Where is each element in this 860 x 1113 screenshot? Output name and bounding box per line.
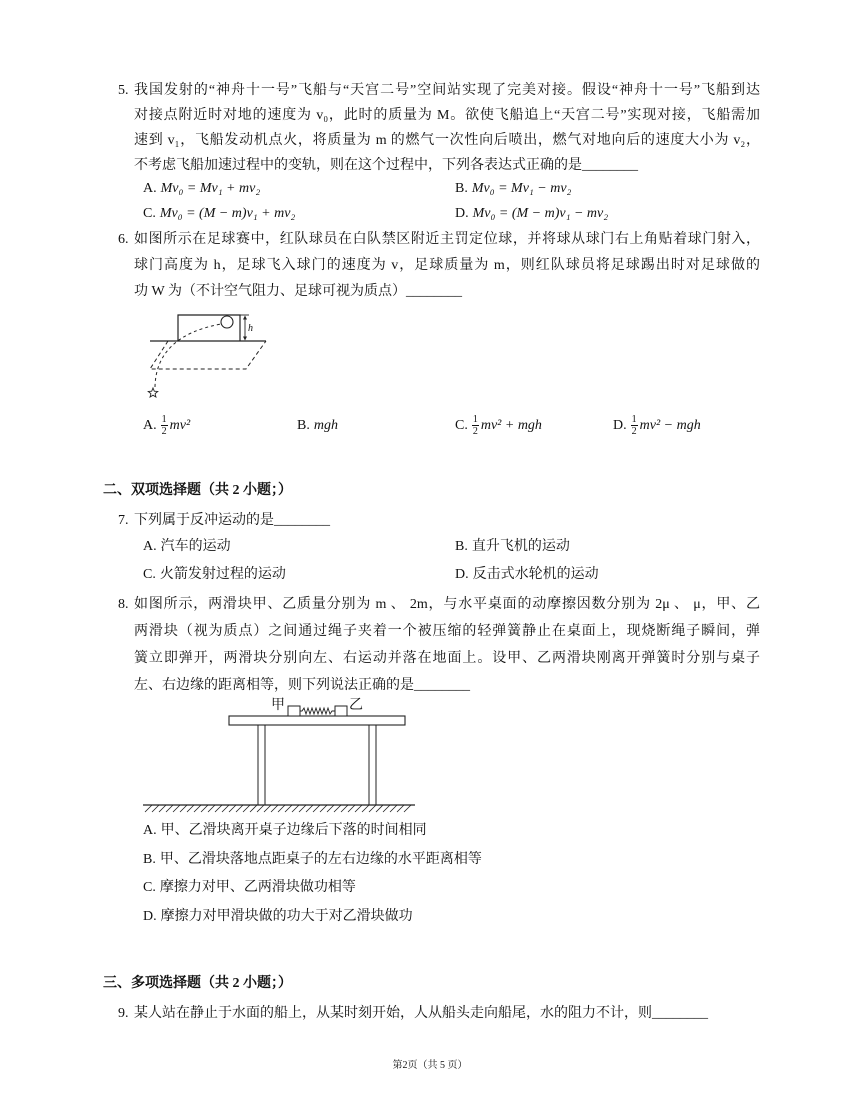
section-heading: 二、双项选择题（共 2 小题；） <box>103 483 292 498</box>
question-text <box>134 1001 760 1026</box>
question-line: 我国发射的“神舟十一号”飞船与“天宫二号”空间站实现了完美对接。假设“神舟十一号”飞船到达 <box>134 83 760 98</box>
question-5 <box>118 78 760 178</box>
block-left-label: 甲 <box>271 696 285 712</box>
option-label: B. <box>455 539 468 554</box>
fraction-numerator: 1 <box>631 414 637 426</box>
question-number: 6. <box>118 232 129 247</box>
option-label: A. <box>143 418 157 433</box>
ground-hatching <box>145 805 411 812</box>
option-label: C. <box>143 206 156 221</box>
section-heading: 三、多项选择题（共 2 小题；） <box>103 976 292 991</box>
option-label: B. <box>297 418 310 433</box>
fraction <box>161 414 168 437</box>
block-right <box>335 706 347 716</box>
question-line: 对接点附近时对地的速度为 v₀，此时的质量为 M。欲使飞船追上“天宫二号”实现对接，飞船需加 <box>134 108 760 123</box>
question-7 <box>118 508 760 533</box>
option-text: 反击式水轮机的运动 <box>472 567 599 582</box>
option-text: 摩擦力对甲、乙两滑块做功相等 <box>159 880 356 895</box>
question-text <box>134 591 760 699</box>
block-left <box>288 706 300 716</box>
table-springs-figure <box>140 690 420 816</box>
option-b <box>297 412 338 440</box>
option-expression: mgh <box>313 418 338 433</box>
option-label: B. <box>455 181 468 196</box>
question-line: 功 W 为（不计空气阻力、足球可视为质点）________ <box>134 284 462 299</box>
option-expression: Mv₀ = (M − m)v₁ + mv₂ <box>159 206 296 221</box>
table-leg-left <box>258 725 265 805</box>
option-label: D. <box>455 206 469 221</box>
option-a <box>143 412 190 440</box>
option-a <box>143 176 260 202</box>
option-text: 火箭发射过程的运动 <box>159 567 286 582</box>
soccer-goal-figure <box>140 300 280 405</box>
option-c <box>143 562 286 588</box>
height-label: h <box>248 323 253 334</box>
option-text: 直升飞机的运动 <box>471 539 570 554</box>
question-9 <box>118 1001 760 1026</box>
question-line: 如图所示在足球赛中，红队球员在白队禁区附近主罚定位球，并将球从球门右上角贴着球门射入， <box>134 232 760 247</box>
penalty-area-outline <box>150 341 266 369</box>
question-number: 7. <box>118 513 129 528</box>
question-text <box>134 508 760 533</box>
fraction-numerator: 1 <box>161 414 167 426</box>
table-top <box>229 716 405 725</box>
fraction-denominator: 2 <box>631 426 637 438</box>
question-text <box>134 78 760 178</box>
question-line: 如图所示，两滑块甲、乙质量分别为 m 、 2m，与水平桌面的动摩擦因数分别为 2μ 、 μ，甲、乙 <box>134 597 760 612</box>
question-number: 9. <box>118 1006 129 1021</box>
option-c <box>455 412 542 440</box>
question-line: 不考虑飞船加速过程中的变轨，则在这个过程中，下列各表达式正确的是________ <box>134 158 638 173</box>
question-line: 速到 v₁，飞船发动机点火，将质量为 m 的燃气一次性向后喷出，燃气对地向后的速度大小为 v₂， <box>134 133 760 148</box>
option-b <box>143 847 482 873</box>
fraction <box>472 414 479 437</box>
option-d <box>455 562 599 588</box>
question-line: 两滑块（视为质点）之间通过绳子夹着一个被压缩的轻弹簧静止在桌面上，现烧断绳子瞬间，弹 <box>134 624 760 639</box>
option-label: A. <box>143 539 157 554</box>
question-line: 球门高度为 h，足球飞入球门的速度为 v，足球质量为 m，则红队球员将足球踢出时对足球做的 <box>134 258 760 273</box>
option-d <box>455 201 608 227</box>
question-line: 左、右边缘的距离相等，则下列说法正确的是________ <box>134 678 470 693</box>
option-d <box>613 412 701 440</box>
option-text: 汽车的运动 <box>160 539 231 554</box>
option-a <box>143 818 427 844</box>
fraction-numerator: 1 <box>472 414 478 426</box>
option-a <box>143 534 231 560</box>
page-footer: 第2页（共 5 页） <box>392 1060 468 1071</box>
fraction <box>631 414 638 437</box>
question-line: 下列属于反冲运动的是________ <box>134 513 330 528</box>
option-label: C. <box>455 418 468 433</box>
option-c <box>143 875 356 901</box>
option-label: D. <box>613 418 627 433</box>
question-text <box>134 227 760 305</box>
option-expression: mv² <box>169 418 191 433</box>
option-expression: Mv₀ = Mv₁ − mv₂ <box>471 181 572 196</box>
option-label: D. <box>143 909 157 924</box>
option-expression: mv² + mgh <box>480 418 542 433</box>
option-expression: Mv₀ = Mv₁ + mv₂ <box>160 181 261 196</box>
ball-trajectory <box>155 324 221 387</box>
question-line: 某人站在静止于水面的船上，从某时刻开始，人从船头走向船尾，水的阻力不计，则________ <box>134 1006 708 1021</box>
option-label: A. <box>143 823 157 838</box>
option-label: C. <box>143 880 156 895</box>
height-arrow-down <box>243 337 247 341</box>
block-right-label: 乙 <box>349 696 363 712</box>
option-expression: Mv₀ = (M − m)v₁ − mv₂ <box>472 206 609 221</box>
table-leg-right <box>369 725 376 805</box>
question-line: 簧立即弹开，两滑块分别向左、右运动并落在地面上。设甲、乙两滑块刚离开弹簧时分别与桌子 <box>134 651 760 666</box>
question-6 <box>118 227 760 305</box>
question-8 <box>118 591 760 699</box>
option-label: B. <box>143 852 156 867</box>
question-number: 8. <box>118 597 129 612</box>
question-number: 5. <box>118 83 129 98</box>
fraction-denominator: 2 <box>472 426 478 438</box>
option-label: D. <box>455 567 469 582</box>
option-b <box>455 176 571 202</box>
option-b <box>455 534 570 560</box>
height-arrow-up <box>243 316 247 320</box>
option-c <box>143 201 295 227</box>
option-label: C. <box>143 567 156 582</box>
option-label: A. <box>143 181 157 196</box>
option-text: 摩擦力对甲滑块做的功大于对乙滑块做功 <box>160 909 413 924</box>
fraction-denominator: 2 <box>161 426 167 438</box>
ball-icon <box>221 316 233 328</box>
option-text: 甲、乙滑块落地点距桌子的左右边缘的水平距离相等 <box>159 852 482 867</box>
option-text: 甲、乙滑块离开桌子边缘后下落的时间相同 <box>160 823 427 838</box>
kick-point-star-icon <box>148 388 158 397</box>
compressed-spring <box>300 708 335 714</box>
option-d <box>143 904 413 930</box>
option-expression: mv² − mgh <box>639 418 701 433</box>
